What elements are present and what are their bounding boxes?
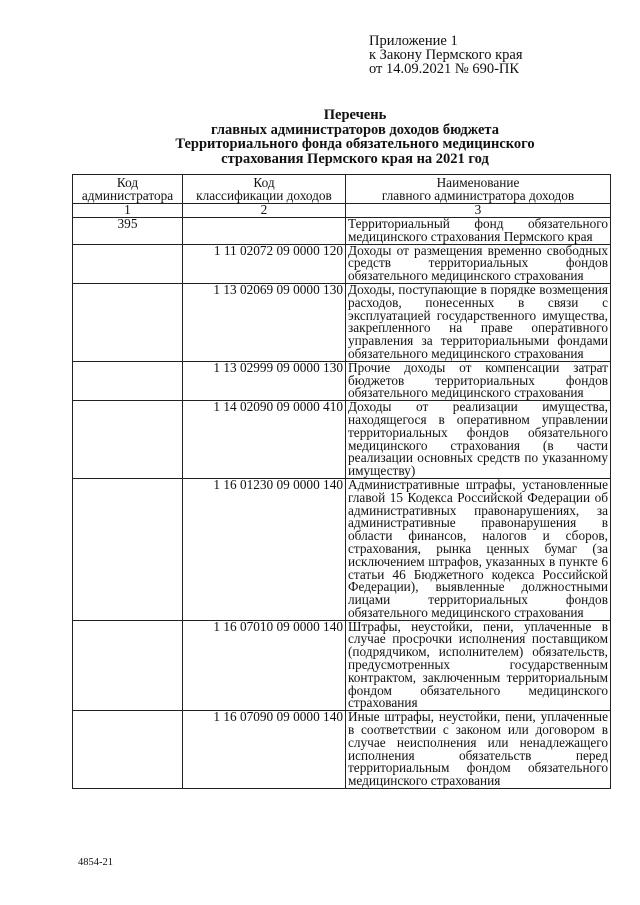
admin-code-cell [73,711,183,789]
classification-code-cell: 1 16 01230 09 0000 140 [183,478,346,620]
table-row [73,361,611,400]
title-line-2: главных администраторов доходов бюджета [211,121,499,138]
table-header-row [73,175,611,204]
table-row [73,401,611,479]
classification-code-cell: 1 13 02069 09 0000 130 [183,283,346,361]
classification-code-cell: 1 16 07090 09 0000 140 [183,711,346,789]
classification-code-cell: 1 13 02999 09 0000 130 [183,361,346,400]
appendix-line-3: от 14.09.2021 № 690-ПК [369,61,520,77]
revenue-administrators-table [72,174,611,789]
header-administrator-name: Наименование главного администратора доходов [346,175,611,204]
title-line-1: Перечень [323,107,387,123]
table-row [73,283,611,361]
table-row [73,244,611,283]
admin-code-cell [73,478,183,620]
classification-code-cell: 1 16 07010 09 0000 140 [183,620,346,711]
administrator-name-cell: Иные штрафы, неустойки, пени, уплаченные в соответствии с законом или договором в случае неисполнения или ненадлежащего исполнения обязательств перед территориальным фондом обязательного медицинского страхования [346,711,611,789]
document-code: 4854-21 [78,857,113,868]
administrator-name-cell: Территориальный фонд обязательного медицинского страхования Пермского края [346,217,611,244]
title-line-4: страхования Пермского края на 2021 год [221,150,489,167]
administrator-name-cell: Доходы от реализации имущества, находящегося в оперативном управлении территориальных фондов обязательного медицинского страхования (в части реализации основных средств по указанному имуществу) [346,401,611,479]
classification-code-cell [183,217,346,244]
administrator-name-cell: Доходы от размещения временно свободных средств территориальных фондов обязательного медицинского страхования [346,244,611,283]
header-admin-code: Код администратора [73,175,183,204]
administrator-name-cell: Административные штрафы, установленные главой 15 Кодекса Российской Федерации об административных правонарушениях, за административные правонарушения в области финансов, налогов и сборов, страхования, рынка ценных бумаг (за исключением штрафов, указанных в пункте 6 статьи 46 Бюджетного кодекса Российской Федерации), выявленные должностными лицами территориальных фондов обязательного медицинского страхования [346,478,611,620]
classification-code-cell: 1 11 02072 09 0000 120 [183,244,346,283]
admin-code-cell: 395 [73,217,183,244]
column-number: 1 [73,204,183,218]
administrator-name-cell: Штрафы, неустойки, пени, уплаченные в случае просрочки исполнения поставщиком (подрядчиком, исполнителем) обязательств, предусмотренных государственным контрактом, заключенным территориальным фондом обязательного медицинского страхования [346,620,611,711]
admin-code-cell [73,244,183,283]
table-body [73,217,611,788]
table-row [73,478,611,620]
column-number: 2 [183,204,346,218]
admin-code-cell [73,361,183,400]
table-row [73,217,611,244]
document-title [140,108,570,166]
admin-code-cell [73,620,183,711]
header-classification-code: Код классификации доходов [183,175,346,204]
admin-code-cell [73,283,183,361]
title-line-3: Территориального фонда обязательного медицинского [175,136,535,152]
table-row [73,711,611,789]
appendix-line-2: к Закону Пермского края [369,47,523,63]
appendix-block [369,34,523,76]
column-number: 3 [346,204,611,218]
administrator-name-cell: Прочие доходы от компенсации затрат бюджетов территориальных фондов обязательного медицинского страхования [346,361,611,400]
table-row [73,620,611,711]
administrator-name-cell: Доходы, поступающие в порядке возмещения расходов, понесенных в связи с эксплуатацией государственного имущества, закрепленного на праве оперативного управления за территориальными фондами обязательного медицинского страхования [346,283,611,361]
admin-code-cell [73,401,183,479]
classification-code-cell: 1 14 02090 09 0000 410 [183,401,346,479]
appendix-line-1: Приложение 1 [369,33,458,49]
